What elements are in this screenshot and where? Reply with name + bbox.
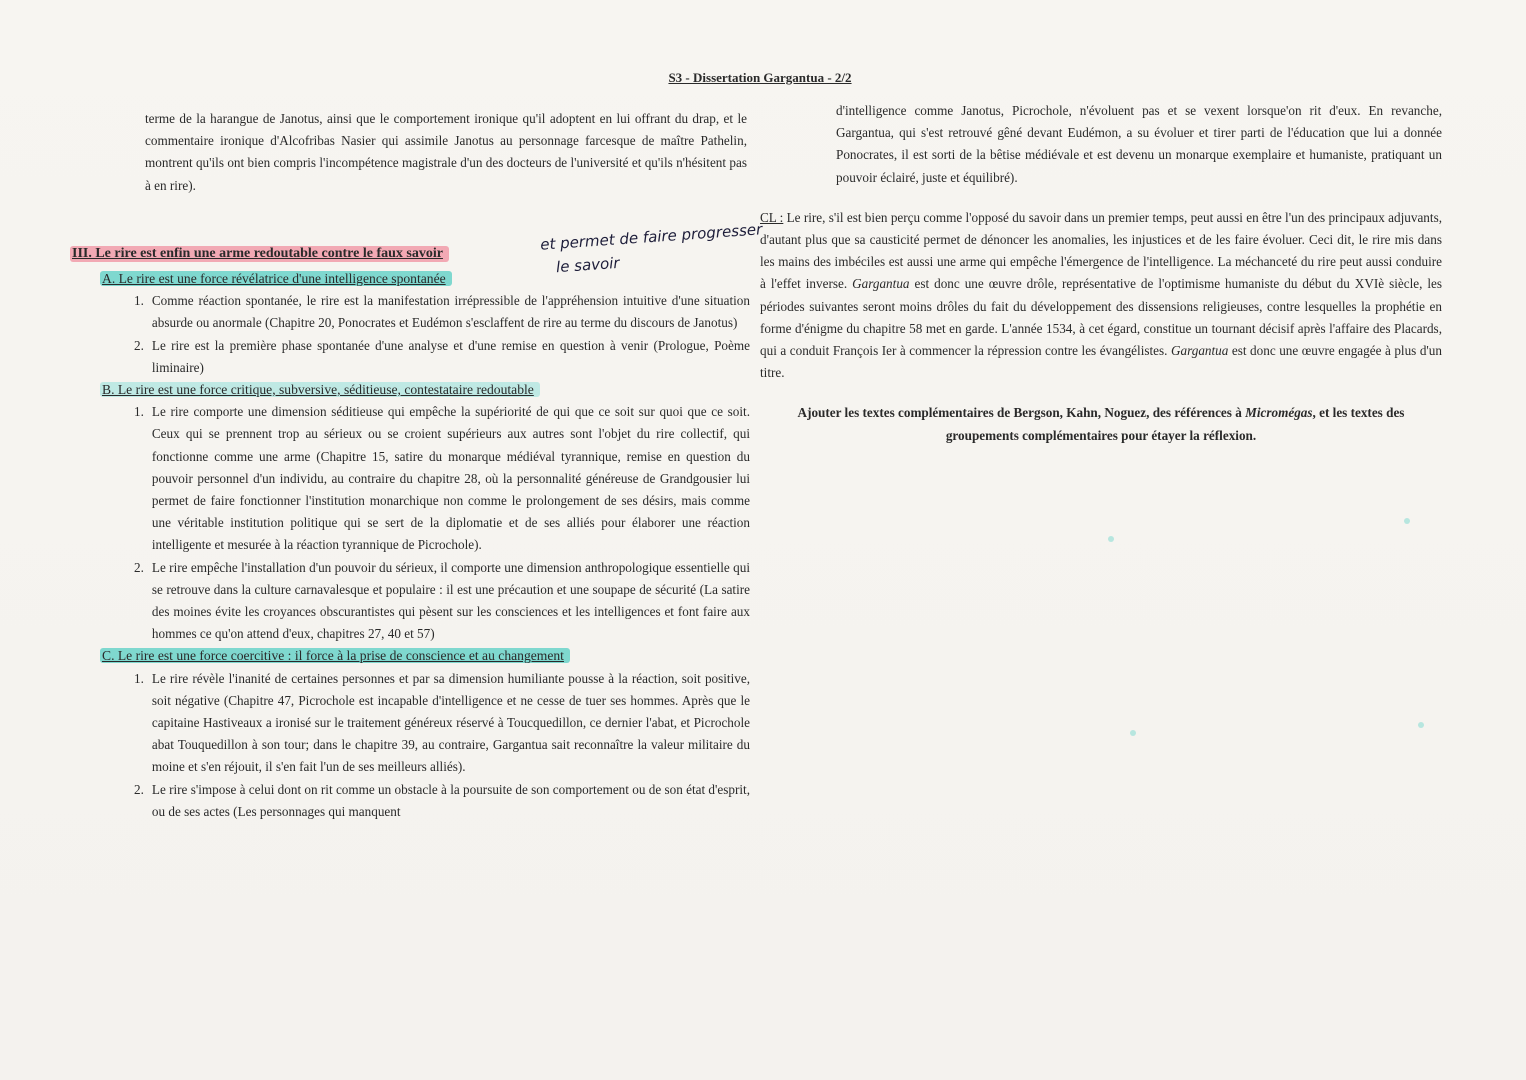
left-column bbox=[145, 108, 747, 197]
highlighter-mark bbox=[1404, 518, 1410, 524]
item-text: Le rire empêche l'installation d'un pouvoir du sérieux, il comporte une dimension anthropologique essentielle qui se retrouve dans la culture carnavalesque et populaire : il est une précaution et une soupape de sécurité (La satire des moines évite les croyances obscurantistes qui pèsent sur les consciences et les intelligences et font faire aux hommes ce qu'on attend d'eux, chapitres 27, 40 et 57) bbox=[151, 559, 750, 642]
note-title-ref: Micromégas bbox=[1245, 405, 1313, 421]
conclusion-text-2: est donc une œuvre drôle, représentative de l'optimisme humaniste du début du XVIè siècle, les périodes suivantes seront moins drôles du fait du développement des dissensions religieuses, contre lesquelles la prophétie en forme d'énigme du chapitre 58 met en garde. L'année 1534, à cet égard, constitue un tournant décisif après l'affaire des Placards, qui a conduit François Ier à commencer la répression contre les évangélistes. bbox=[760, 276, 1443, 359]
conclusion-paragraph bbox=[760, 207, 1442, 385]
item-number: 1. bbox=[134, 293, 144, 309]
complementary-note bbox=[760, 402, 1442, 446]
item-number: 2. bbox=[134, 781, 144, 797]
section-3-title: III. Le rire est enfin une arme redoutable contre le faux savoir bbox=[70, 246, 449, 262]
list-item bbox=[134, 557, 750, 646]
item-text: Comme réaction spontanée, le rire est la manifestation irrépressible de l'appréhension intuitive d'une situation absurde ou anormale (Chapitre 20, Ponocrates et Eudémon s'esclaffent de rire au terme du discours de Janotus) bbox=[151, 293, 750, 331]
list-item bbox=[134, 668, 750, 779]
handwritten-note-line2: le savoir bbox=[555, 253, 621, 277]
conclusion-text-3: est donc une œuvre engagée à plus d'un titre. bbox=[760, 343, 1442, 381]
conclusion-text-1: Le rire, s'il est bien perçu comme l'opposé du savoir dans un premier temps, peut aussi en être l'un des principaux adjuvants, d'autant plus que sa causticité permet de dénoncer les anomalies, les injustices et de les faire évoluer. Ceci dit, le rire mis dans les mains des imbéciles est aussi une arme qui empêche l'émergence de l'intelligence. La méchanceté du rire peut aussi conduire à l'effet inverse. bbox=[760, 209, 1442, 292]
note-text-1: Ajouter les textes complémentaires de Bergson, Kahn, Noguez, des références à bbox=[797, 405, 1246, 421]
continuation-paragraph: d'intelligence comme Janotus, Picrochole, n'évoluent pas et se vexent lorsque'on rit d'eux. En revanche, Gargantua, qui s'est retrouvé gêné devant Eudémon, a su évoluer et tirer parti de l'éducation que lui a donnée Ponocrates, il est sorti de la bêtise médiévale et est devenu un monarque exemplaire et humaniste, pratiquant un pouvoir éclairé, juste et équilibré). bbox=[836, 103, 1442, 185]
page-title: S3 - Dissertation Gargantua - 2/2 bbox=[668, 70, 852, 85]
item-text: Le rire révèle l'inanité de certaines personnes et par sa dimension humiliante pousse à la réaction, soit positive, soit négative (Chapitre 47, Picrochole est incapable d'intelligence et ne cesse de tuer ses hommes. Après que le capitaine Hastiveaux a ironisé sur le traitement généreux réservé à Toucquedillon, ce dernier l'abat, et Picrochole abat Touquedillon à son tour; dans le chapitre 39, au contraire, Gargantua sait reconnaître la valeur militaire du moine et s'en réjouit, il s'en fait l'un de ses meilleurs alliés). bbox=[151, 670, 750, 775]
item-number: 1. bbox=[134, 404, 144, 420]
item-number: 1. bbox=[134, 670, 144, 686]
handwritten-note-line1: et permet de faire progresser bbox=[539, 220, 763, 254]
conclusion-title-ref-1: Gargantua bbox=[852, 276, 910, 292]
item-text: Le rire s'impose à celui dont on rit comme un obstacle à la poursuite de son comportement ou de son état d'esprit, ou de ses actes (Les personnages qui manquent bbox=[151, 781, 750, 819]
list-item bbox=[134, 335, 750, 379]
highlighter-mark bbox=[1418, 722, 1424, 728]
subsection-a-title: A. Le rire est une force révélatrice d'une intelligence spontanée bbox=[100, 271, 452, 286]
item-number: 2. bbox=[134, 337, 144, 353]
subsection-b-title: B. Le rire est une force critique, subversive, séditieuse, contestataire redoutable bbox=[100, 382, 540, 397]
highlighter-mark bbox=[1130, 730, 1136, 736]
item-number: 2. bbox=[134, 559, 144, 575]
note-text-2: , et les textes des groupements complémentaires pour étayer la réflexion. bbox=[945, 405, 1405, 443]
subsection-c-title: C. Le rire est une force coercitive : il force à la prise de conscience et au changement bbox=[100, 648, 570, 663]
subsection-a bbox=[100, 268, 750, 823]
list-item bbox=[134, 401, 750, 556]
right-column bbox=[760, 100, 1442, 447]
conclusion-label: CL : bbox=[760, 209, 784, 225]
highlighter-mark bbox=[1108, 536, 1114, 542]
item-text: Le rire est la première phase spontanée d'une analyse et d'une remise en question à venir (Prologue, Poème liminaire) bbox=[151, 337, 750, 375]
list-item bbox=[134, 779, 750, 823]
conclusion-title-ref-2: Gargantua bbox=[1170, 343, 1229, 359]
list-item bbox=[134, 290, 750, 334]
intro-paragraph: terme de la harangue de Janotus, ainsi que le comportement ironique qu'il adoptent en lui offrant du drap, et le commentaire ironique d'Alcofribas Nasier qui assimile Janotus au personnage farcesque de maître Pathelin, montrent qu'ils ont bien compris l'incompétence magistrale d'un des docteurs de l'université et qu'ils n'hésitent pas à en rire). bbox=[145, 111, 747, 193]
item-text: Le rire comporte une dimension séditieuse qui empêche la supériorité de qui que ce soit sur quoi que ce soit. Ceux qui se prennent trop au sérieux ou se croient supérieurs aux autres sont l'objet du rire collectif, qui fonctionne comme une arme (Chapitre 15, satire du monarque médiéval tyrannique, remise en question du pouvoir personnel d'un individu, au contraire du chapitre 28, où la personnalité généreuse de Grandgousier lui permet de faire fonctionner l'institution monarchique non comme le prolongement de ses désirs, mais comme une véritable institution politique qui se sert de la diplomatie et de ses alliés pour élaborer une réaction intelligente et mesurée à la réaction tyrannique de Picrochole). bbox=[151, 404, 750, 553]
